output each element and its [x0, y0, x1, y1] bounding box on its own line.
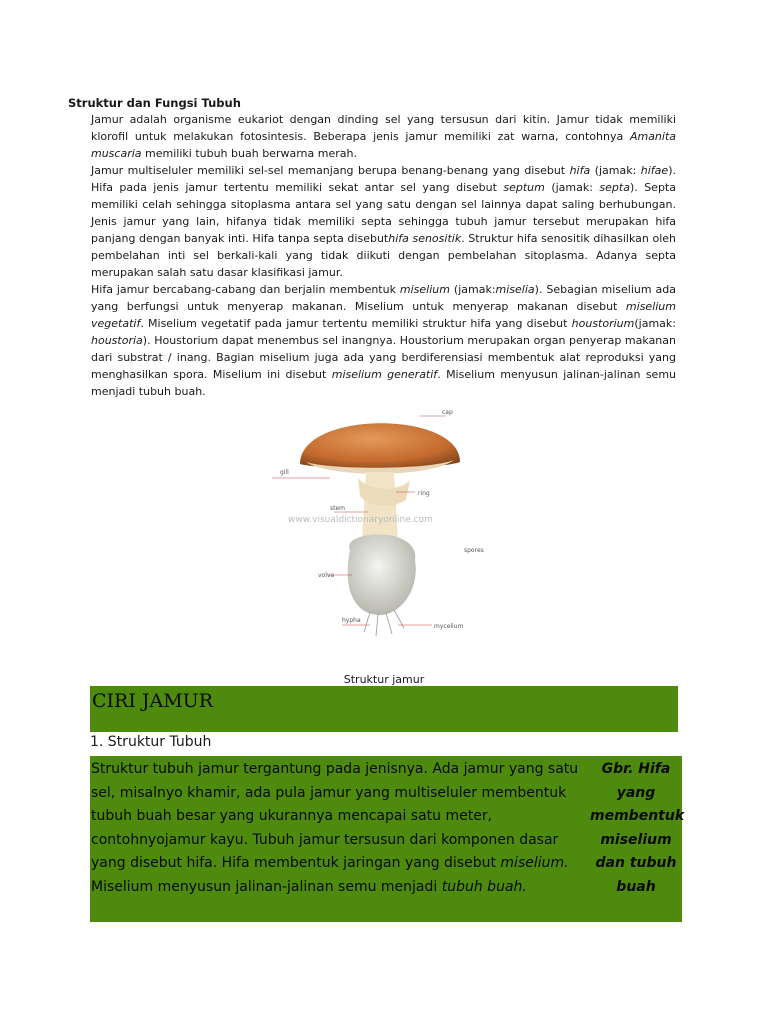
cap-shape — [300, 423, 460, 468]
struktur-tubuh-subtitle: 1. Struktur Tubuh — [90, 734, 215, 750]
label-gill: gill — [280, 469, 289, 476]
struktur-tubuh-text: Struktur tubuh jamur tergantung pada jenisnya. Ada jamur yang satu sel, misalnyo khamir, ada pula jamur yang multiseluler membentuk tubuh buah besar yang ukurannya mencapai satu meter, contohnyojamur kayu. Tubuh jamur tersusun dari komponen dasar yang disebut hifa. Hifa membentuk jaringan yang disebut miselium. Miselium menyusun jalinan-jalinan semu menjadi tubuh buah. — [91, 761, 579, 895]
mushroom-illustration — [270, 400, 490, 645]
figure-note: Gbr. Hifa yang membentuk miselium dan tubuh buah — [590, 761, 685, 895]
volva-shape — [348, 534, 416, 615]
struktur-tubuh-box — [90, 756, 685, 922]
section-heading: Struktur dan Fungsi Tubuh — [68, 96, 241, 110]
label-volva: volva — [318, 572, 335, 579]
label-ring: ring — [418, 490, 430, 497]
watermark: www.visualdictionaryonline.com — [288, 515, 433, 525]
figure-caption: Struktur jamur — [343, 673, 425, 686]
label-spores: spores — [464, 547, 484, 554]
label-stem: stem — [330, 505, 346, 512]
paragraph-2: Jamur multiseluler memiliki sel-sel memanjang berupa benang-benang yang disebut hifa (jamak: hifae). Hifa pada jenis jamur tertentu memiliki sekat antar sel yang disebut septum (jamak: septa). Septa memiliki celah sehingga sitoplasma antara sel yang satu dengan sel lainnya dapat saling berhubungan. Jenis jamur yang lain, hifanya tidak memiliki septa sehingga tubuh jamur tersebut merupakan hifa panjang dengan banyak inti. Hifa tanpa septa disebuthifa senositik. Struktur hifa senositik dihasilkan oleh pembelahan inti sel berkali-kali yang tidak diikuti dengan pembelahan sitoplasma. Adanya septa merupakan salah satu dasar klasifikasi jamur. — [91, 164, 676, 279]
paragraph-3: Hifa jamur bercabang-cabang dan berjalin membentuk miselium (jamak:miselia). Sebagian miselium ada yang berfungsi untuk menyerap makanan. Miselium untuk menyerap makanan disebut miselium vegetatif. Miselium vegetatif pada jamur tertentu memiliki struktur hifa yang disebut houstorium(jamak: houstoria). Houstorium dapat menembus sel inangnya. Houstorium merupakan organ penyerap makanan dari substrat / inang. Bagian miselium juga ada yang berdiferensiasi membentuk alat reproduksi yang menghasilkan spora. Miselium ini disebut miselium generatif. Miselium menyusun jalinan-jalinan semu menjadi tubuh buah. — [91, 283, 677, 398]
mushroom-figure — [270, 400, 490, 645]
label-mycelium: mycelium — [434, 623, 464, 630]
body-text — [91, 111, 676, 400]
ciri-jamur-title: CIRI JAMUR — [90, 686, 678, 732]
label-cap: cap — [442, 409, 453, 416]
paragraph-1: Jamur adalah organisme eukariot dengan dinding sel yang tersusun dari kitin. Jamur tidak memiliki klorofil untuk melakukan fotosintesis. Beberapa jenis jamur memiliki zat warna, contohnya Amanita muscaria memiliki tubuh buah berwarna merah. — [91, 113, 676, 160]
label-hypha: hypha — [342, 617, 361, 624]
